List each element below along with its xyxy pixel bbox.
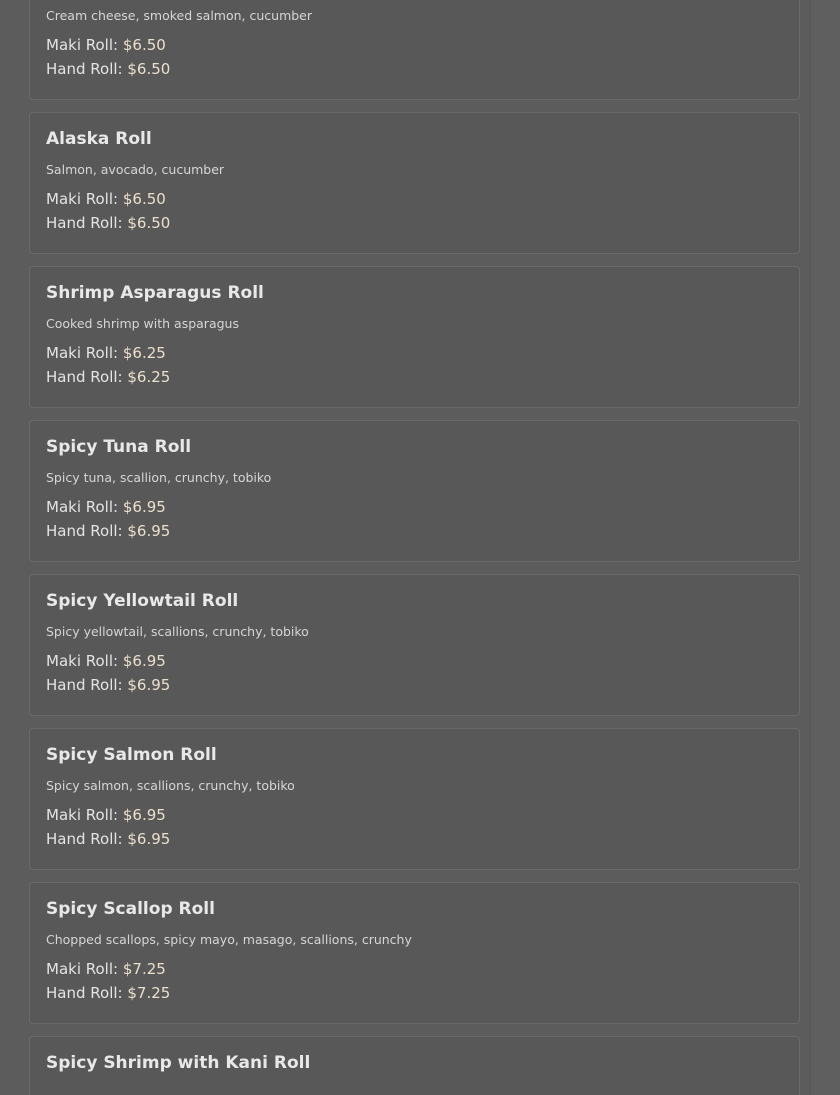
hand-roll-price: $7.25 [127,984,171,1002]
hand-roll-price-row [46,675,170,695]
menu-item-card[interactable] [29,574,800,716]
menu-item-card[interactable] [29,882,800,1024]
hand-roll-label: Hand Roll: [46,368,123,386]
maki-roll-price: $6.50 [122,36,166,54]
maki-roll-price: $6.95 [122,652,166,670]
menu-item-description: Spicy salmon, scallions, crunchy, tobiko [46,778,295,793]
menu-item-description: Chopped scallops, spicy mayo, masago, scallions, crunchy [46,932,412,947]
maki-roll-label: Maki Roll: [46,36,119,54]
maki-roll-price: $7.25 [122,960,166,978]
hand-roll-label: Hand Roll: [46,214,123,232]
maki-roll-label: Maki Roll: [46,344,119,362]
maki-roll-price-row [46,805,166,825]
maki-roll-price-row [46,343,166,363]
menu-item-description: Cream cheese, smoked salmon, cucumber [46,8,313,23]
maki-roll-price: $6.50 [122,190,166,208]
hand-roll-price: $6.95 [127,522,171,540]
maki-roll-price-row [46,189,166,209]
maki-roll-price-row [46,35,166,55]
hand-roll-price-row [46,983,170,1003]
menu-item-title: Shrimp Asparagus Roll [46,283,264,303]
menu-item-list [29,0,800,1095]
maki-roll-label: Maki Roll: [46,960,119,978]
hand-roll-price-row [46,521,170,541]
hand-roll-price-row [46,829,170,849]
hand-roll-price: $6.50 [127,60,171,78]
maki-roll-label: Maki Roll: [46,190,119,208]
hand-roll-price: $6.25 [127,368,171,386]
maki-roll-price: $6.95 [122,498,166,516]
menu-item-card[interactable] [29,266,800,408]
scrollbar-track[interactable] [810,0,840,1095]
menu-item-card[interactable] [29,420,800,562]
menu-item-title: Spicy Shrimp with Kani Roll [46,1053,311,1073]
menu-item-title: Spicy Tuna Roll [46,437,192,457]
menu-item-title: Spicy Yellowtail Roll [46,591,239,611]
maki-roll-label: Maki Roll: [46,652,119,670]
menu-item-description: Spicy yellowtail, scallions, crunchy, tobiko [46,624,309,639]
maki-roll-label: Maki Roll: [46,498,119,516]
menu-item-description: Spicy tuna, scallion, crunchy, tobiko [46,470,272,485]
hand-roll-label: Hand Roll: [46,830,123,848]
maki-roll-label: Maki Roll: [46,806,119,824]
hand-roll-price: $6.50 [127,214,171,232]
menu-item-title: Alaska Roll [46,129,152,149]
menu-item-card[interactable] [29,1036,800,1095]
menu-item-card[interactable] [29,728,800,870]
maki-roll-price: $6.25 [122,344,166,362]
menu-item-description: Cooked shrimp with asparagus [46,316,239,331]
menu-item-card[interactable] [29,112,800,254]
menu-item-title: Spicy Salmon Roll [46,745,217,765]
menu-item-description: Salmon, avocado, cucumber [46,162,225,177]
maki-roll-price-row [46,959,166,979]
hand-roll-price-row [46,213,170,233]
hand-roll-label: Hand Roll: [46,984,123,1002]
hand-roll-label: Hand Roll: [46,522,123,540]
hand-roll-label: Hand Roll: [46,60,123,78]
maki-roll-price-row [46,497,166,517]
hand-roll-price: $6.95 [127,830,171,848]
maki-roll-price: $6.95 [122,806,166,824]
menu-item-card[interactable] [29,0,800,100]
menu-item-title: Spicy Scallop Roll [46,899,215,919]
hand-roll-label: Hand Roll: [46,676,123,694]
hand-roll-price-row [46,367,170,387]
hand-roll-price: $6.95 [127,676,171,694]
maki-roll-price-row [46,651,166,671]
hand-roll-price-row [46,59,170,79]
